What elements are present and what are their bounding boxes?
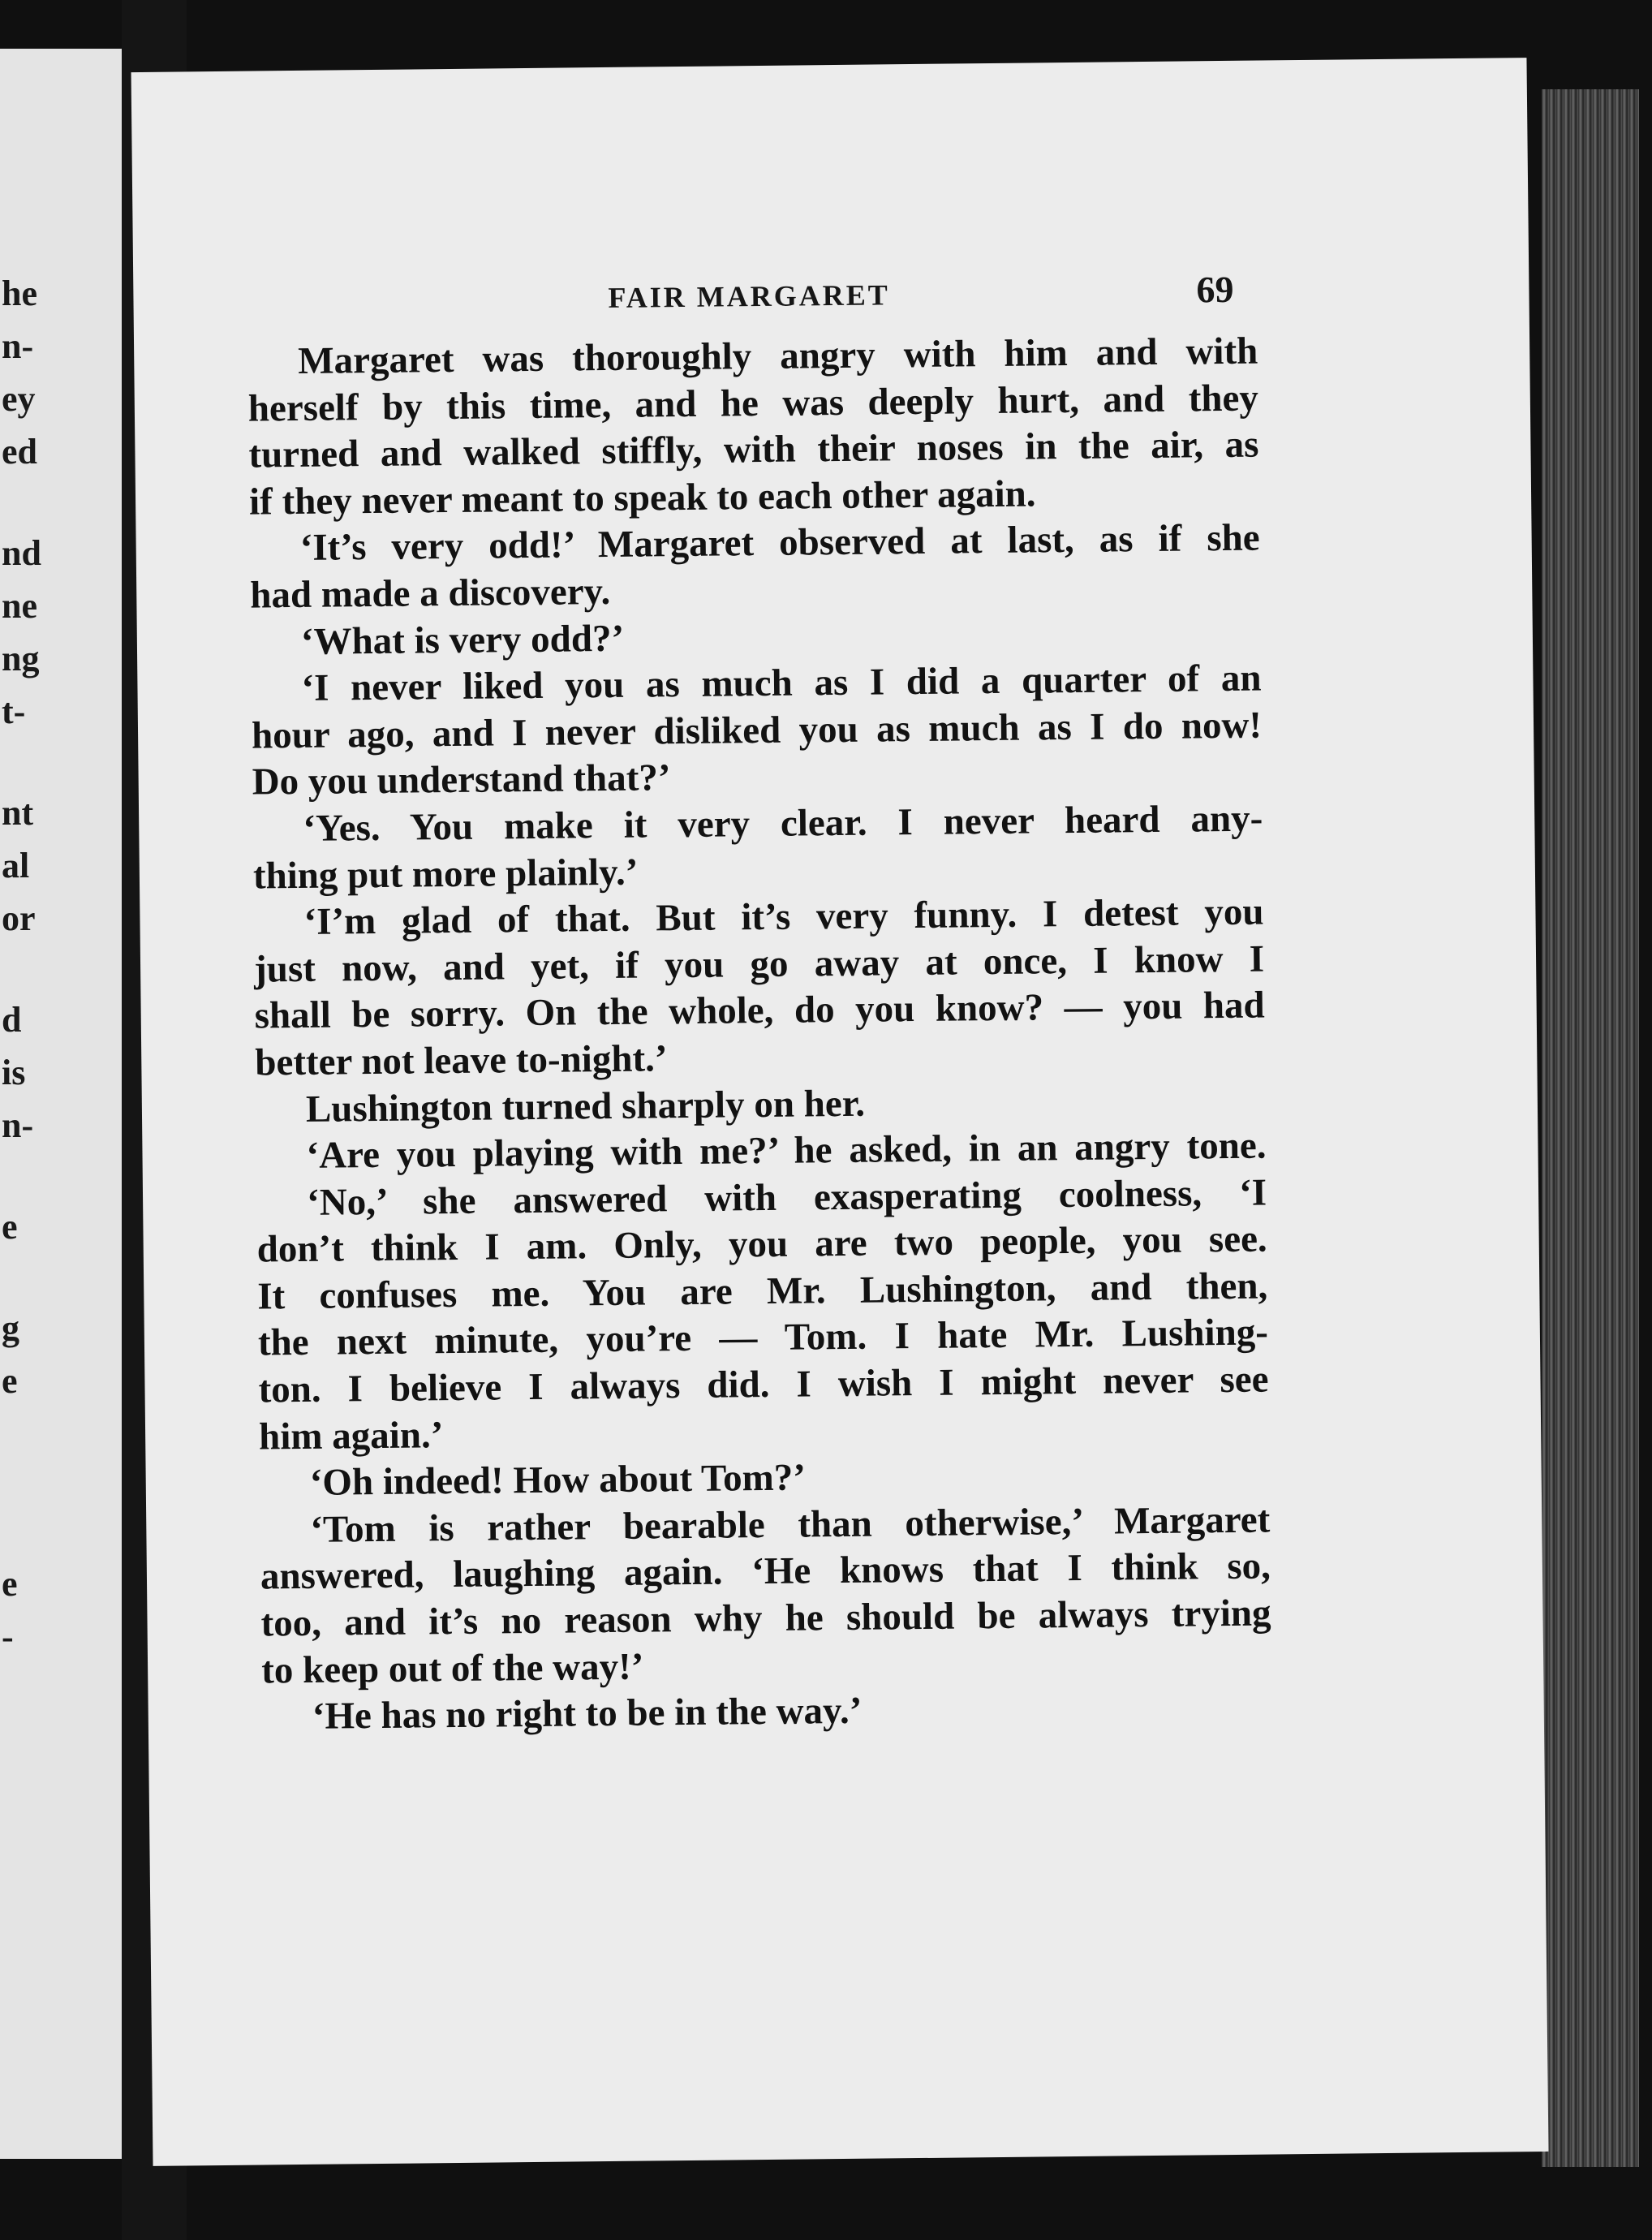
- text-line: ‘It’s very odd!’ Margaret observed at last, as if she: [299, 516, 1260, 570]
- text-line: had made a discovery.: [250, 570, 611, 617]
- left-page-fragment: ey: [2, 379, 36, 419]
- text-line: ‘Yes. You make it very clear. I never heard any-: [303, 797, 1263, 850]
- left-page-fragment: n-: [2, 1105, 34, 1145]
- text-line: ‘What is very odd?’: [300, 617, 625, 663]
- text-line: Do you understand that?’: [252, 756, 671, 803]
- right-page: [131, 58, 1549, 2166]
- text-line: to keep out of the way!’: [260, 1645, 644, 1692]
- left-page-fragment: -: [2, 1617, 14, 1656]
- text-line: ‘Oh indeed! How about Tom?’: [309, 1456, 807, 1505]
- text-line: answered, laughing again. ‘He knows that I think so,: [260, 1544, 1271, 1598]
- text-line: shall be sorry. On the whole, do you know? — you had: [254, 984, 1265, 1037]
- text-line: ‘Are you playing with me?’ he asked, in an angry tone.: [306, 1124, 1267, 1177]
- text-line: ‘He has no right to be in the way.’: [312, 1689, 863, 1738]
- left-page-fragment: al: [2, 846, 30, 885]
- left-page-fragment: g: [2, 1308, 19, 1348]
- left-page-text-fragments: [0, 49, 122, 2159]
- page-edges: [1542, 89, 1639, 2167]
- text-line: if they never meant to speak to each other again.: [248, 472, 1036, 523]
- text-line: It confuses me. You are Mr. Lushington, and then,: [257, 1264, 1268, 1318]
- text-line: ton. I believe I always did. I wish I might never see: [258, 1358, 1269, 1411]
- running-title: FAIR MARGARET: [608, 278, 890, 314]
- text-line: ‘No,’ she answered with exasperating coolness, ‘I: [306, 1171, 1267, 1224]
- left-page-fragment: he: [2, 274, 37, 313]
- text-line: turned and walked stiffly, with their noses in the air, as: [248, 423, 1259, 476]
- left-page-fragment: n-: [2, 326, 34, 366]
- text-line: don’t think I am. Only, you are two people, you see.: [256, 1217, 1267, 1271]
- text-line: him again.’: [258, 1413, 444, 1458]
- text-line: ‘I never liked you as much as I did a quarter of an: [301, 657, 1262, 710]
- left-page-fragment: e: [2, 1564, 18, 1604]
- text-line: thing put more plainly.’: [252, 851, 639, 898]
- left-page-fragment: d: [2, 1000, 22, 1040]
- text-line: the next minute, you’re — Tom. I hate Mr. Lushing-: [257, 1311, 1269, 1364]
- text-line: too, and it’s no reason why he should be always trying: [260, 1592, 1271, 1645]
- left-page-fragment: nt: [2, 793, 34, 833]
- left-page: [0, 49, 122, 2159]
- left-page-fragment: ng: [2, 639, 40, 678]
- running-head: [133, 265, 1529, 328]
- text-line: Margaret was thoroughly angry with him and with: [298, 330, 1258, 382]
- left-page-fragment: is: [2, 1053, 26, 1092]
- text-line: hour ago, and I never disliked you as much as I do now!: [251, 704, 1263, 757]
- left-page-fragment: ed: [2, 432, 37, 472]
- left-page-fragment: nd: [2, 533, 41, 573]
- text-line: ‘Tom is rather bearable than otherwise,’ Margaret: [310, 1498, 1271, 1551]
- text-line: better not leave to-night.’: [255, 1037, 668, 1084]
- left-page-fragment: e: [2, 1207, 18, 1247]
- left-page-fragment: ne: [2, 586, 37, 626]
- body-text: [247, 329, 1272, 1742]
- page-number: 69: [1196, 268, 1234, 311]
- text-line: Lushington turned sharply on her.: [305, 1082, 866, 1131]
- text-line: herself by this time, and he was deeply hurt, and they: [247, 377, 1259, 430]
- left-page-fragment: e: [2, 1361, 18, 1401]
- text-line: ‘I’m glad of that. But it’s very funny. I detest you: [303, 890, 1264, 944]
- left-page-fragment: t-: [2, 691, 26, 731]
- left-page-fragment: or: [2, 898, 36, 938]
- text-line: just now, and yet, if you go away at once, I know I: [253, 937, 1265, 991]
